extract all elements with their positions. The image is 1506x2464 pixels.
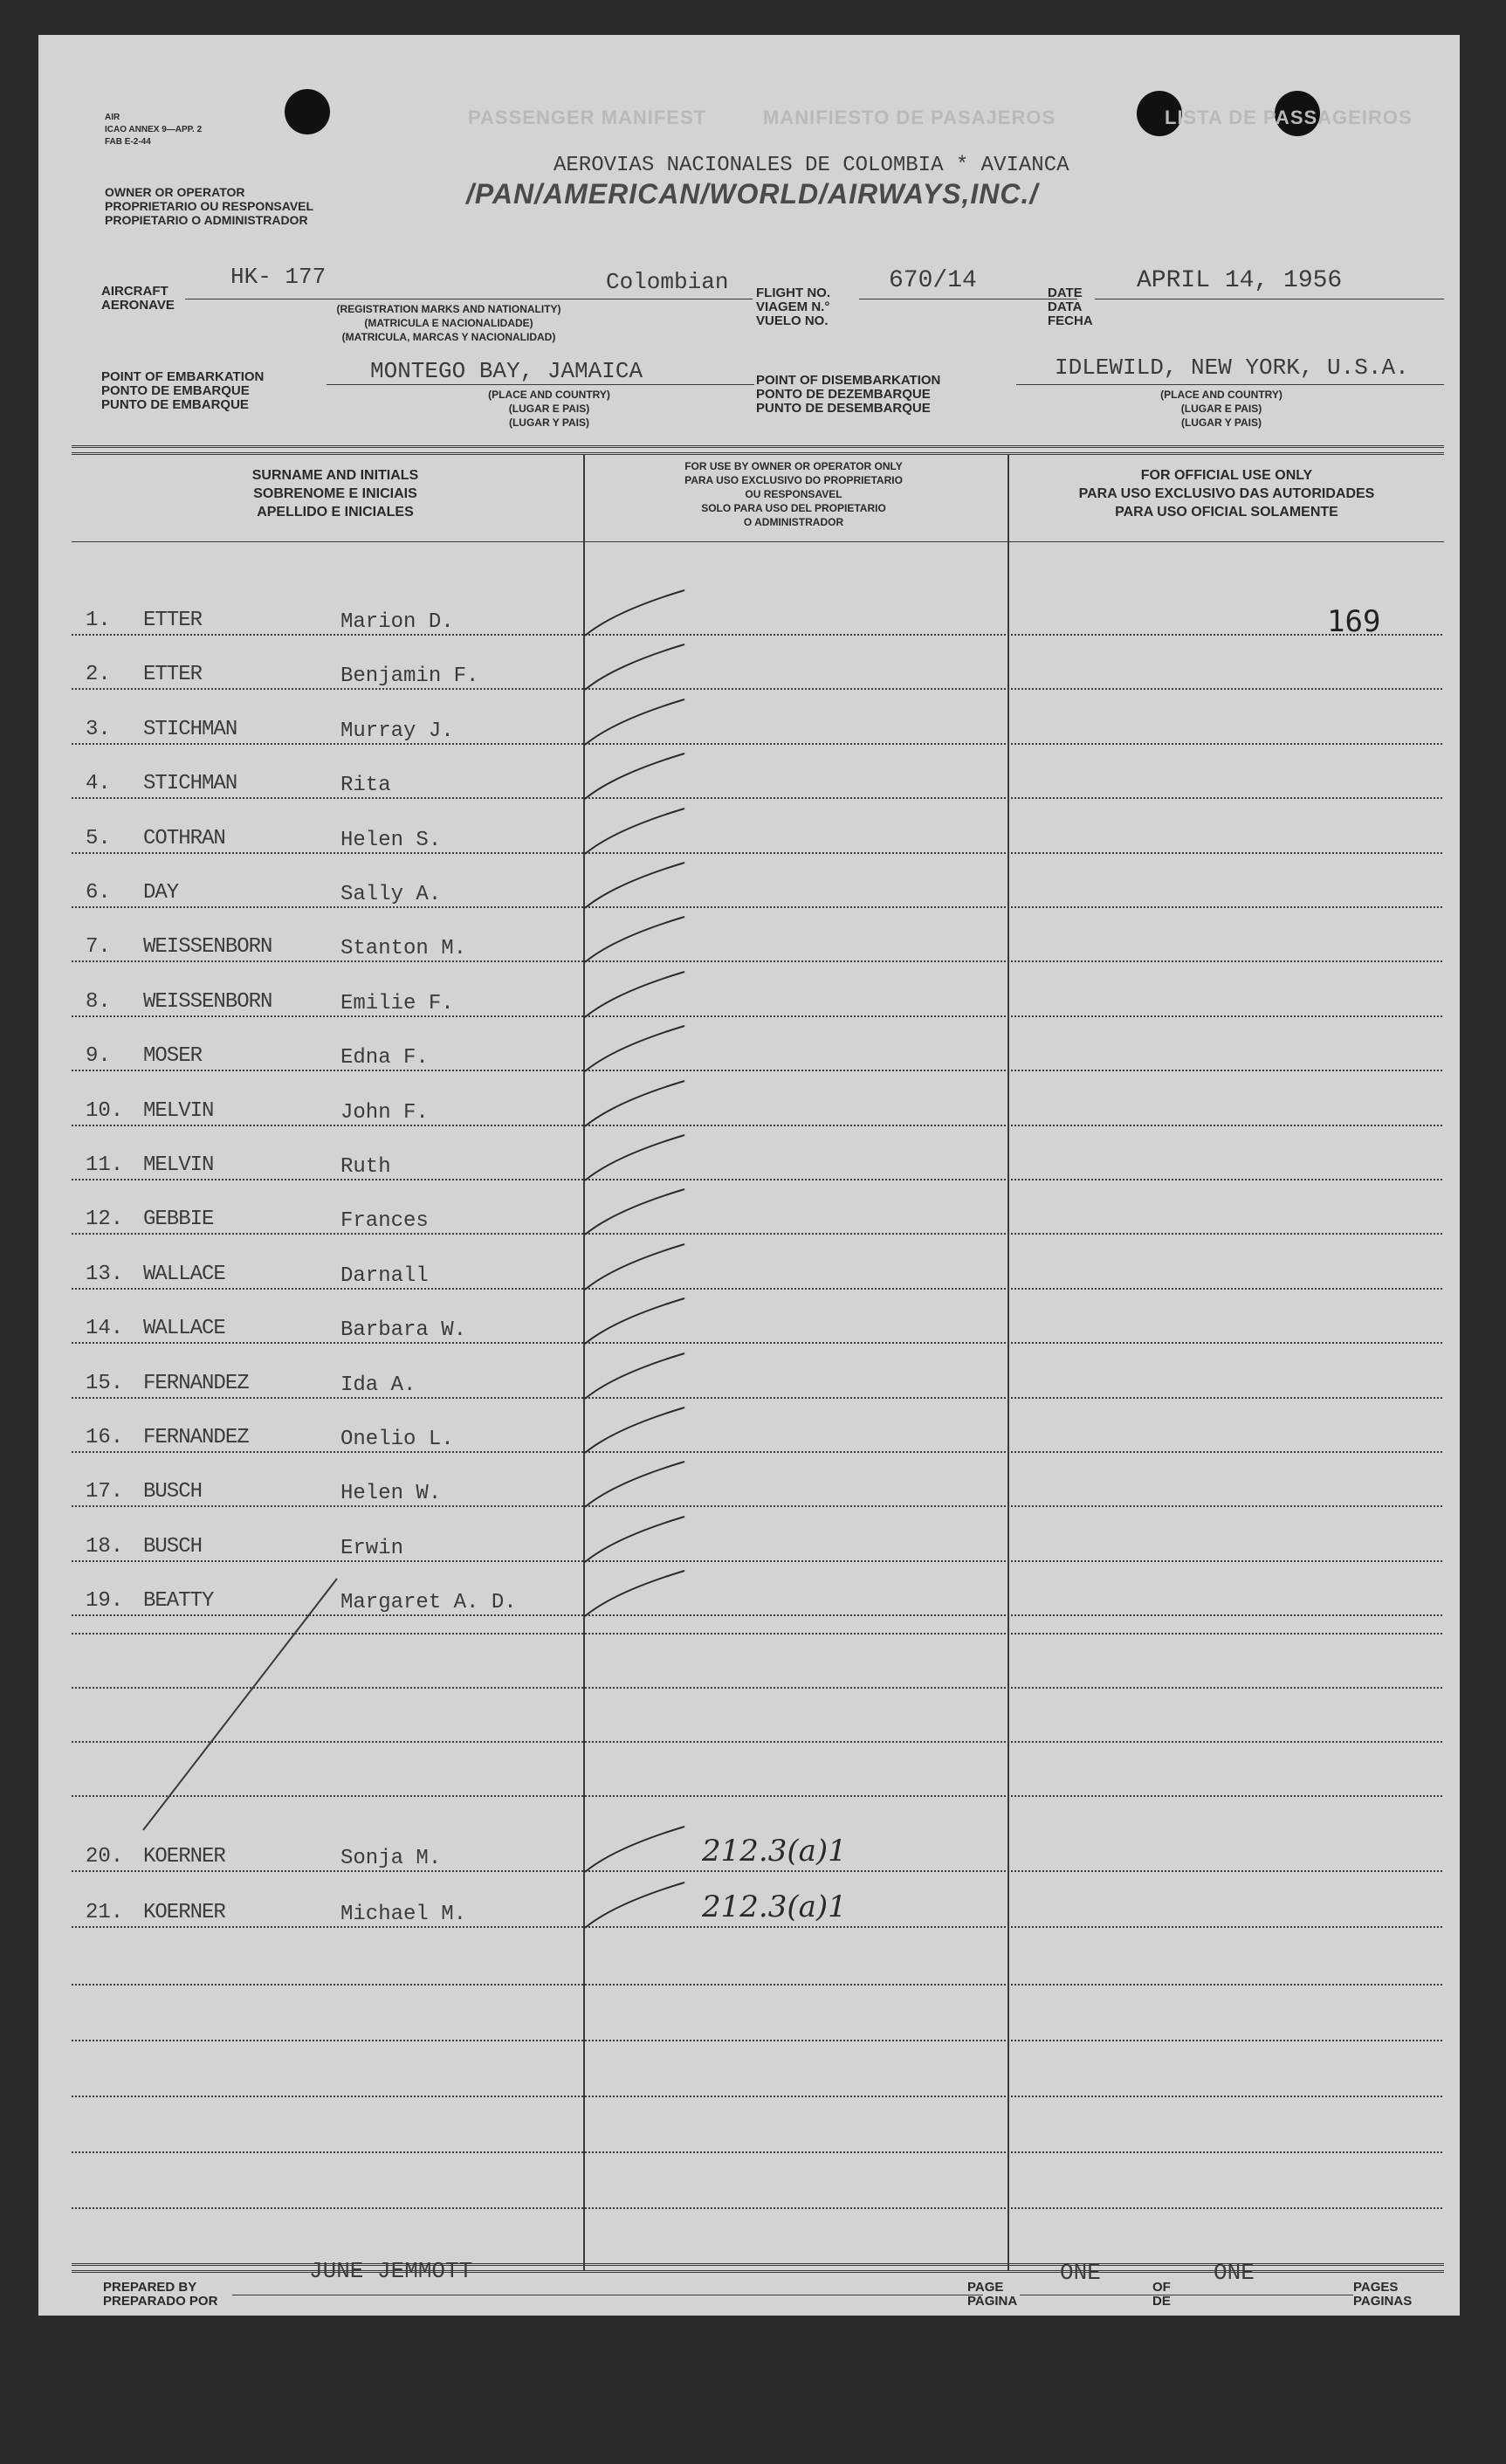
of-label: OF DE: [1152, 2280, 1171, 2309]
check-mark: [580, 1021, 702, 1078]
form-reference: AIR ICAO ANNEX 9—APP. 2 FAB E-2-44: [105, 113, 203, 147]
passenger-given-name: Murray J.: [340, 719, 454, 743]
row-number: 5.: [86, 826, 111, 850]
check-mark: [580, 857, 702, 915]
passenger-row: [38, 745, 1460, 799]
passenger-row: [38, 636, 1460, 690]
passenger-given-name: Barbara W.: [340, 1318, 467, 1343]
column-official-use: FOR OFFICIAL USE ONLY PARA USO EXCLUSIVO DAS AUTORIDADES PARA USO OFICIAL SOLAMENTE: [1078, 468, 1375, 520]
passenger-surname: FERNANDEZ: [143, 1371, 249, 1395]
passenger-given-name: Ruth: [340, 1155, 391, 1179]
check-mark: [580, 967, 702, 1024]
passenger-surname: MELVIN: [143, 1098, 214, 1123]
passenger-given-name: Benjamin F.: [340, 664, 479, 689]
check-mark: [580, 1184, 702, 1242]
passenger-row: [38, 1345, 1460, 1399]
passenger-given-name: Marion D.: [340, 610, 454, 634]
check-mark: [580, 803, 702, 861]
passenger-given-name: Darnall: [340, 1263, 429, 1288]
passenger-row: [38, 908, 1460, 962]
passenger-surname: COTHRAN: [143, 826, 225, 850]
passenger-surname: WEISSENBORN: [143, 989, 272, 1014]
prepared-label: PREPARED BY PREPARADO POR: [103, 2280, 218, 2309]
row-rule: [72, 1870, 1442, 1872]
passenger-given-name: Erwin: [340, 1536, 404, 1560]
passenger-surname: STICHMAN: [143, 772, 237, 796]
passenger-surname: MELVIN: [143, 1153, 214, 1177]
page-number: ONE: [1060, 2260, 1101, 2286]
passenger-surname: BUSCH: [143, 1480, 203, 1504]
operator-struck: /PAN/AMERICAN/WORLD/AIRWAYS,INC./: [466, 178, 1039, 210]
aircraft-registration: HK- 177: [230, 264, 327, 290]
passenger-row: [38, 1180, 1460, 1235]
row-number: 1.: [86, 609, 111, 632]
passenger-row: [38, 1508, 1460, 1562]
row-number: 18.: [86, 1534, 124, 1559]
blank-row-rule: [72, 1984, 1442, 1986]
row-number: 2.: [86, 663, 111, 687]
check-mark: [580, 1239, 702, 1297]
row-number: 9.: [86, 1044, 111, 1069]
passenger-given-name: Michael M.: [340, 1903, 467, 1926]
row-number: 16.: [86, 1426, 124, 1449]
operator-name: AEROVIAS NACIONALES DE COLOMBIA * AVIANCA: [554, 154, 1069, 177]
passenger-given-name: Ida A.: [340, 1373, 416, 1397]
official-stamp-number: 169: [1327, 604, 1381, 639]
row-rule: [72, 1926, 1442, 1928]
passenger-surname: KOERNER: [143, 1845, 225, 1869]
pages-label: PAGES PAGINAS: [1353, 2280, 1413, 2309]
passenger-surname: WEISSENBORN: [143, 935, 272, 960]
handwritten-annotation: 212.3(a)1: [702, 1834, 847, 1869]
row-number: 19.: [86, 1589, 124, 1614]
check-mark: [580, 912, 702, 969]
punch-hole: [285, 89, 330, 134]
flight-number: 670/14: [889, 267, 977, 294]
passenger-surname: ETTER: [143, 663, 203, 687]
passenger-given-name: Edna F.: [340, 1046, 429, 1070]
prepared-by: JUNE JEMMOTT: [309, 2258, 473, 2284]
check-mark: [580, 748, 702, 806]
check-mark: [580, 639, 702, 697]
check-mark: [580, 1566, 702, 1623]
passenger-given-name: Stanton M.: [340, 937, 467, 961]
row-number: 10.: [86, 1098, 124, 1123]
row-number: 7.: [86, 935, 111, 960]
check-mark: [580, 585, 702, 643]
passenger-given-name: Margaret A. D.: [340, 1591, 517, 1615]
row-number: 11.: [86, 1153, 124, 1177]
passenger-surname: BEATTY: [143, 1589, 214, 1614]
passenger-row: [38, 1818, 1460, 1872]
aircraft-label: AIRCRAFT AERONAVE: [101, 284, 175, 313]
passenger-surname: KOERNER: [143, 1901, 225, 1924]
page-total: ONE: [1214, 2260, 1255, 2286]
passenger-given-name: John F.: [340, 1100, 429, 1125]
blank-row-rule: [72, 2151, 1442, 2153]
passenger-row: [38, 963, 1460, 1017]
embark-label: POINT OF EMBARKATION PONTO DE EMBARQUE PUNTO DE EMBARQUE: [101, 369, 265, 412]
row-number: 13.: [86, 1262, 124, 1286]
registration-note: (REGISTRATION MARKS AND NATIONALITY) (MATRICULA E NACIONALIDADE) (MATRICULA, MARCAS Y NACIONALIDAD): [336, 303, 561, 343]
check-mark: [580, 1348, 702, 1406]
row-number: 8.: [86, 989, 111, 1014]
disembark-label: POINT OF DISEMBARKATION PONTO DE DEZEMBARQUE PUNTO DE DESEMBARQUE: [756, 373, 941, 416]
row-number: 15.: [86, 1371, 124, 1395]
manifest-title-en: PASSENGER MANIFEST: [468, 107, 707, 128]
blank-row-rule: [72, 2040, 1442, 2041]
flight-date: APRIL 14, 1956: [1137, 267, 1343, 294]
passenger-row: [38, 1072, 1460, 1126]
passenger-surname: DAY: [143, 881, 179, 905]
passenger-surname: GEBBIE: [143, 1208, 214, 1232]
check-mark: [580, 1456, 702, 1514]
row-number: 20.: [86, 1845, 124, 1869]
blank-row-rule: [72, 2096, 1442, 2097]
check-mark: [580, 1402, 702, 1460]
embark-place-note: (PLACE AND COUNTRY) (LUGAR E PAIS) (LUGAR Y PAIS): [488, 389, 610, 429]
passenger-given-name: Rita: [340, 774, 391, 798]
manifest-title-pt: LISTA DE PASSAGEIROS: [1165, 107, 1413, 128]
passenger-given-name: Sonja M.: [340, 1847, 442, 1870]
passenger-row: [38, 691, 1460, 745]
passenger-surname: MOSER: [143, 1044, 203, 1069]
passenger-surname: WALLACE: [143, 1317, 225, 1341]
row-number: 4.: [86, 772, 111, 796]
passenger-given-name: Onelio L.: [340, 1428, 454, 1451]
passenger-row: [38, 854, 1460, 908]
passenger-row: [38, 1017, 1460, 1071]
check-mark: [580, 1293, 702, 1351]
page-label: PAGE PAGINA: [967, 2280, 1018, 2309]
check-mark: [580, 1511, 702, 1569]
date-label: DATE DATA FECHA: [1048, 286, 1093, 328]
manifest-sheet: [38, 35, 1460, 2316]
check-mark: [580, 1130, 702, 1187]
passenger-surname: STICHMAN: [143, 717, 237, 741]
passenger-row: [38, 800, 1460, 854]
flight-label: FLIGHT NO. VIAGEM N.° VUELO NO.: [756, 286, 830, 328]
row-number: 6.: [86, 881, 111, 905]
check-mark: [580, 1076, 702, 1133]
embark-place: MONTEGO BAY, JAMAICA: [370, 358, 643, 384]
row-number: 12.: [86, 1208, 124, 1232]
disembark-place-note: (PLACE AND COUNTRY) (LUGAR E PAIS) (LUGAR Y PAIS): [1160, 389, 1283, 429]
passenger-surname: FERNANDEZ: [143, 1426, 249, 1449]
passenger-row: [38, 1235, 1460, 1290]
aircraft-nationality: Colombian: [606, 269, 729, 295]
passenger-given-name: Sally A.: [340, 883, 442, 906]
owner-label: OWNER OR OPERATOR PROPRIETARIO OU RESPONSAVEL PROPIETARIO O ADMINISTRADOR: [105, 185, 314, 227]
passenger-row: [38, 1290, 1460, 1344]
column-owner-use: FOR USE BY OWNER OR OPERATOR ONLY PARA USO EXCLUSIVO DO PROPRIETARIO OU RESPONSAVEL SOLO PARA USO DEL PROPIETARIO O ADMINISTRADOR: [684, 460, 903, 528]
column-names: SURNAME AND INITIALS SOBRENOME E INICIAIS APELLIDO E INICIALES: [251, 468, 419, 520]
passenger-row: [38, 1399, 1460, 1453]
passenger-surname: WALLACE: [143, 1262, 225, 1286]
passenger-row: [38, 1874, 1460, 1928]
passenger-row: [38, 582, 1460, 636]
handwritten-annotation: 212.3(a)1: [702, 1889, 847, 1924]
passenger-given-name: Emilie F.: [340, 991, 454, 1015]
passenger-row: [38, 1453, 1460, 1507]
blank-row-rule: [72, 2207, 1442, 2209]
passenger-given-name: Helen W.: [340, 1482, 442, 1506]
check-mark: [580, 694, 702, 752]
row-number: 14.: [86, 1317, 124, 1341]
row-number: 3.: [86, 717, 111, 741]
cancellation-stroke: [108, 1572, 353, 1851]
passenger-surname: ETTER: [143, 609, 203, 632]
disembark-place: IDLEWILD, NEW YORK, U.S.A.: [1055, 354, 1409, 381]
passenger-given-name: Helen S.: [340, 828, 442, 852]
row-number: 17.: [86, 1480, 124, 1504]
passenger-row: [38, 1126, 1460, 1180]
row-number: 21.: [86, 1901, 124, 1924]
passenger-surname: BUSCH: [143, 1534, 203, 1559]
check-mark: [580, 1821, 702, 1879]
check-mark: [580, 1877, 702, 1935]
manifest-title-es: MANIFIESTO DE PASAJEROS: [763, 107, 1056, 128]
passenger-given-name: Frances: [340, 1209, 429, 1234]
